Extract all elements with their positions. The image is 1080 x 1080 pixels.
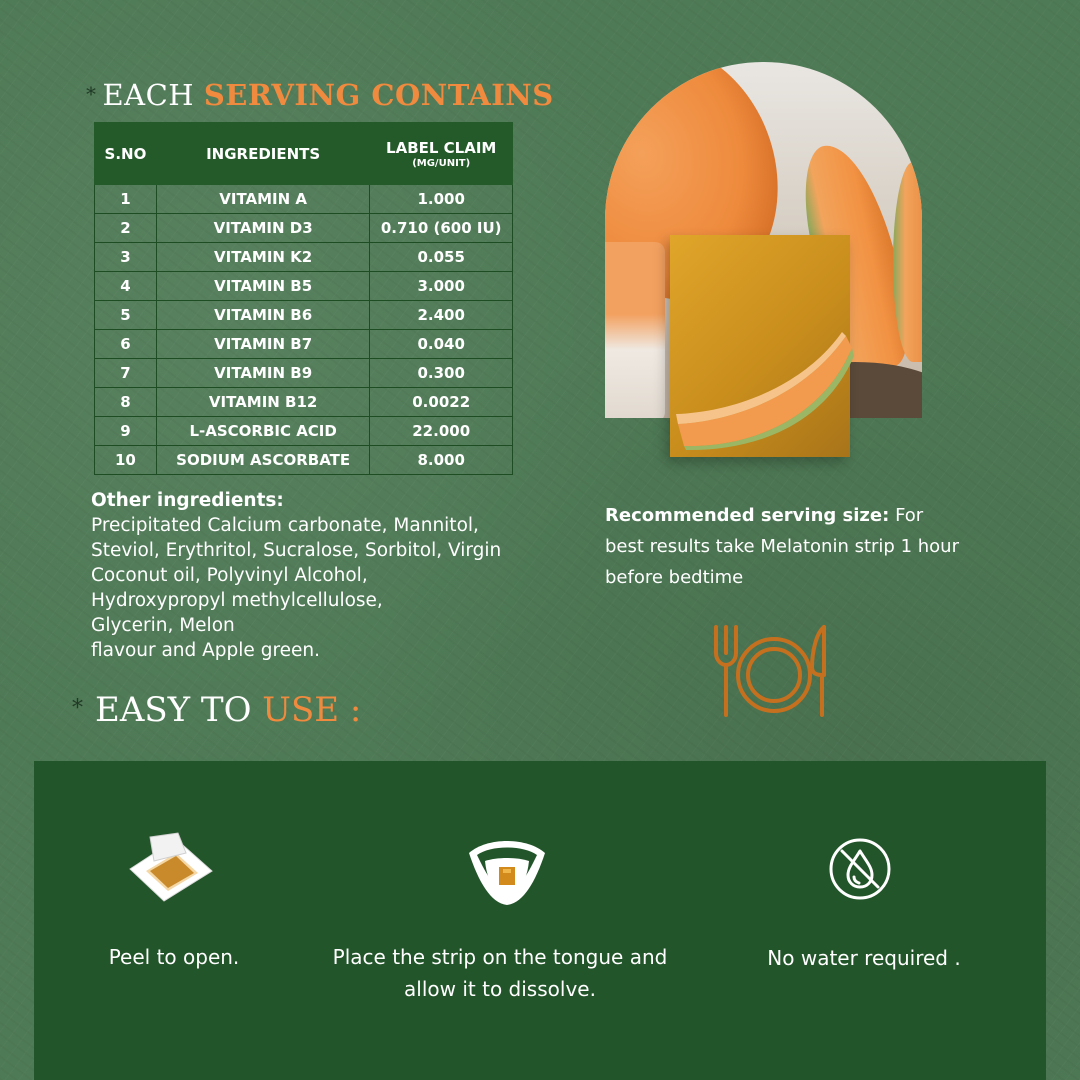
- heading-highlight: SERVING CONTAINS: [203, 78, 554, 112]
- other-ingredients: [91, 488, 561, 663]
- step-place-text: [300, 941, 700, 1005]
- step-no-water-text: No water required .: [767, 946, 961, 970]
- table-row: [95, 388, 513, 417]
- other-ingredients-line: Precipitated Calcium carbonate, Mannitol,: [91, 515, 479, 536]
- smoothie-glass-image: [605, 242, 665, 418]
- row-value: 0.055: [370, 243, 513, 272]
- row-value: 0.710 (600 IU): [370, 214, 513, 243]
- row-sno: 3: [95, 243, 157, 272]
- row-value: 1.000: [370, 185, 513, 214]
- other-ingredients-line: Steviol, Erythritol, Sucralose, Sorbitol, Virgin: [91, 540, 502, 561]
- asterisk-icon: *: [86, 82, 97, 106]
- table-row: [95, 301, 513, 330]
- easy-heading-highlight: USE :: [262, 690, 362, 730]
- row-ingredient: L-ASCORBIC ACID: [156, 417, 370, 446]
- step-place-line: allow it to dissolve.: [404, 977, 596, 1001]
- header-label-claim: [370, 123, 513, 185]
- label-claim-unit: (MG/UNIT): [412, 157, 471, 169]
- easy-heading-prefix: EASY TO: [95, 690, 252, 730]
- table-row: [95, 272, 513, 301]
- other-ingredients-title: Other ingredients:: [91, 490, 284, 511]
- row-ingredient: VITAMIN K2: [156, 243, 370, 272]
- asterisk-icon: *: [72, 696, 83, 721]
- row-sno: 5: [95, 301, 157, 330]
- no-water-icon: [828, 837, 892, 901]
- row-value: 0.040: [370, 330, 513, 359]
- row-sno: 6: [95, 330, 157, 359]
- row-sno: 7: [95, 359, 157, 388]
- row-ingredient: VITAMIN D3: [156, 214, 370, 243]
- easy-to-use-heading: [72, 690, 361, 730]
- sachet-peel-icon: [128, 831, 214, 907]
- table-header-row: [95, 123, 513, 185]
- other-ingredients-line: Hydroxypropyl methylcellulose,: [91, 590, 383, 611]
- table-row: [95, 243, 513, 272]
- table-row: [95, 446, 513, 475]
- row-ingredient: VITAMIN B7: [156, 330, 370, 359]
- melon-slice-image: [674, 326, 854, 451]
- other-ingredients-line: flavour and Apple green.: [91, 640, 321, 661]
- row-value: 0.300: [370, 359, 513, 388]
- header-sno: S.NO: [95, 123, 157, 185]
- row-sno: 9: [95, 417, 157, 446]
- table-row: [95, 359, 513, 388]
- serving-heading: [86, 78, 554, 112]
- row-ingredient: SODIUM ASCORBATE: [156, 446, 370, 475]
- row-value: 22.000: [370, 417, 513, 446]
- ingredients-table: [94, 122, 513, 475]
- row-sno: 8: [95, 388, 157, 417]
- row-ingredient: VITAMIN B12: [156, 388, 370, 417]
- other-ingredients-line: Coconut oil, Polyvinyl Alcohol,: [91, 565, 368, 586]
- row-value: 0.0022: [370, 388, 513, 417]
- table-row: [95, 330, 513, 359]
- row-sno: 4: [95, 272, 157, 301]
- step-peel-text: Peel to open.: [108, 945, 240, 969]
- row-ingredient: VITAMIN B6: [156, 301, 370, 330]
- header-ingredients: INGREDIENTS: [156, 123, 370, 185]
- row-sno: 1: [95, 185, 157, 214]
- row-value: 3.000: [370, 272, 513, 301]
- row-ingredient: VITAMIN A: [156, 185, 370, 214]
- usage-steps-panel: [34, 761, 1046, 1080]
- row-value: 8.000: [370, 446, 513, 475]
- table-row: [95, 185, 513, 214]
- row-ingredient: VITAMIN B9: [156, 359, 370, 388]
- recommended-serving-text: For best results take Melatonin strip 1 hour before bedtime: [605, 505, 959, 588]
- table-row: [95, 214, 513, 243]
- cutlery-plate-icon: [712, 623, 836, 721]
- heading-prefix: EACH: [102, 78, 195, 112]
- tongue-strip-icon: [463, 833, 551, 909]
- row-sno: 10: [95, 446, 157, 475]
- step-place-line: Place the strip on the tongue and: [332, 945, 668, 969]
- recommended-serving-label: Recommended serving size:: [605, 505, 890, 526]
- row-sno: 2: [95, 214, 157, 243]
- row-ingredient: VITAMIN B5: [156, 272, 370, 301]
- recommended-serving: [605, 500, 965, 593]
- label-claim-text: LABEL CLAIM: [386, 138, 497, 157]
- other-ingredients-line: Glycerin, Melon: [91, 615, 235, 636]
- table-row: [95, 417, 513, 446]
- row-value: 2.400: [370, 301, 513, 330]
